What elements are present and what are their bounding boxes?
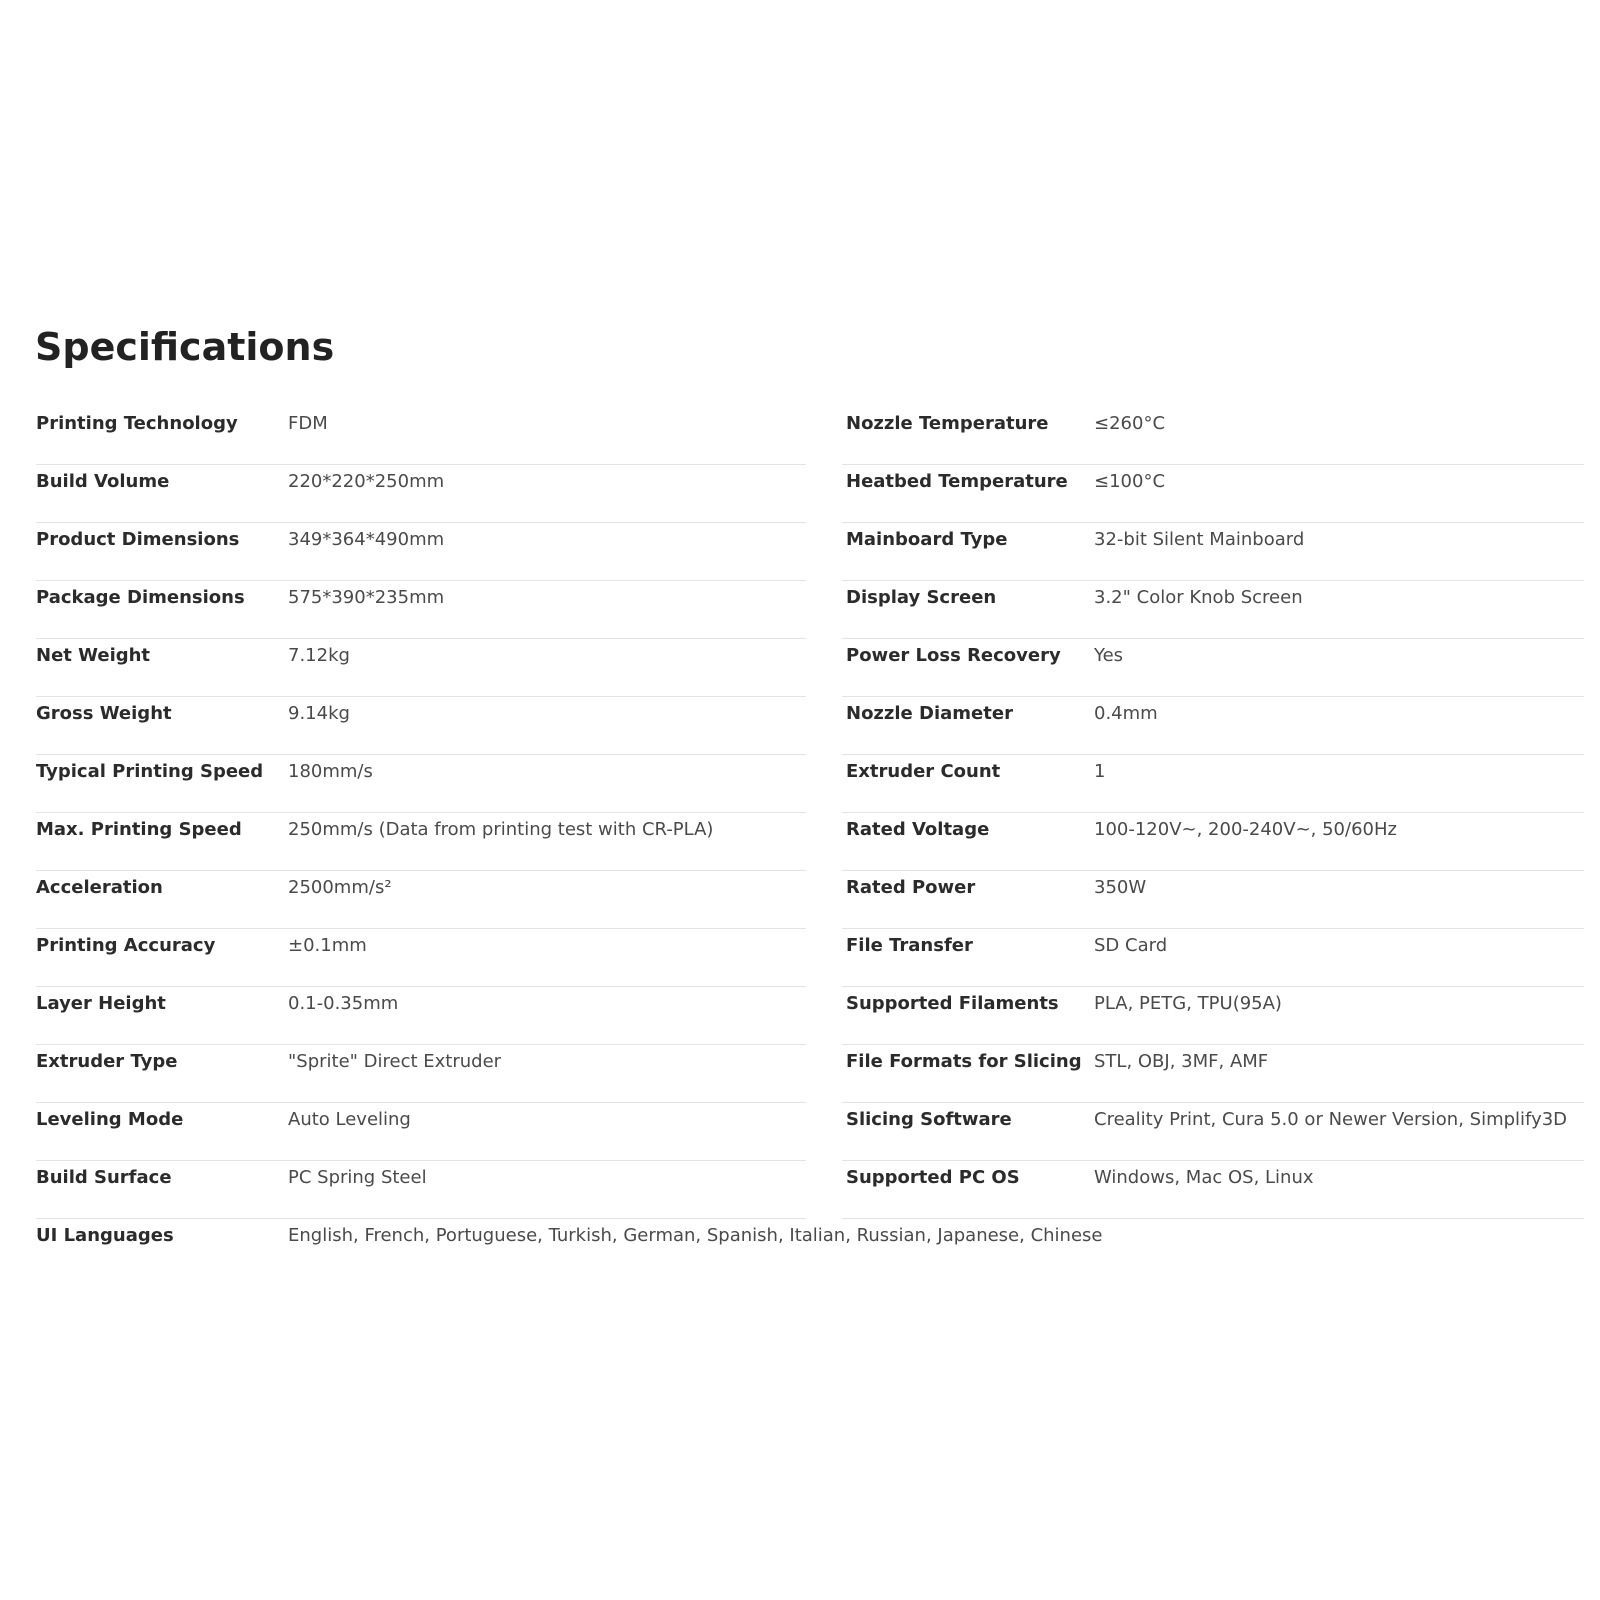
spec-value: 250mm/s (Data from printing test with CR-PLA) xyxy=(288,819,714,840)
spec-label: Extruder Type xyxy=(36,1051,178,1072)
spec-row xyxy=(36,871,1548,929)
spec-value: STL, OBJ, 3MF, AMF xyxy=(1094,1051,1269,1072)
spec-row xyxy=(36,407,1548,465)
spec-row xyxy=(36,929,1548,987)
spec-row xyxy=(36,523,1548,581)
spec-label: File Formats for Slicing xyxy=(846,1051,1082,1072)
spec-value: Auto Leveling xyxy=(288,1109,411,1130)
spec-label: Leveling Mode xyxy=(36,1109,184,1130)
spec-row xyxy=(36,755,1548,813)
spec-label: Nozzle Diameter xyxy=(846,703,1013,724)
spec-value: 3.2" Color Knob Screen xyxy=(1094,587,1303,608)
spec-value: 575*390*235mm xyxy=(288,587,445,608)
spec-value: 0.4mm xyxy=(1094,703,1158,724)
spec-value: 220*220*250mm xyxy=(288,471,445,492)
spec-row xyxy=(36,1161,1548,1219)
spec-label: Acceleration xyxy=(36,877,163,898)
spec-label: Extruder Count xyxy=(846,761,1001,782)
spec-label: Supported Filaments xyxy=(846,993,1059,1014)
spec-row xyxy=(36,987,1548,1045)
spec-value: PC Spring Steel xyxy=(288,1167,427,1188)
page-title: Specifications xyxy=(35,325,335,369)
spec-label: Rated Voltage xyxy=(846,819,990,840)
spec-value: English, French, Portuguese, Turkish, German, Spanish, Italian, Russian, Japanese, Chinese xyxy=(288,1225,1103,1246)
spec-label: UI Languages xyxy=(36,1225,174,1246)
spec-label: Layer Height xyxy=(36,993,166,1014)
spec-value: PLA, PETG, TPU(95A) xyxy=(1094,993,1282,1014)
spec-row xyxy=(36,581,1548,639)
spec-label: Package Dimensions xyxy=(36,587,245,608)
spec-value: "Sprite" Direct Extruder xyxy=(288,1051,502,1072)
spec-label: Net Weight xyxy=(36,645,151,666)
specifications-table xyxy=(36,407,1568,1277)
spec-label: Build Surface xyxy=(36,1167,172,1188)
spec-value: Yes xyxy=(1094,645,1124,666)
spec-value: 2500mm/s² xyxy=(288,877,392,898)
spec-value: 349*364*490mm xyxy=(288,529,445,550)
spec-value: 9.14kg xyxy=(288,703,350,724)
spec-value: 7.12kg xyxy=(288,645,350,666)
spec-label: Printing Technology xyxy=(36,413,238,434)
spec-value: Windows, Mac OS, Linux xyxy=(1094,1167,1314,1188)
spec-label: Typical Printing Speed xyxy=(36,761,264,782)
spec-row xyxy=(36,639,1548,697)
spec-label: Rated Power xyxy=(846,877,976,898)
spec-label: Slicing Software xyxy=(846,1109,1012,1130)
spec-value: 32-bit Silent Mainboard xyxy=(1094,529,1305,550)
spec-value: 350W xyxy=(1094,877,1147,898)
spec-row xyxy=(36,697,1548,755)
spec-label: Display Screen xyxy=(846,587,997,608)
spec-value: ±0.1mm xyxy=(288,935,367,956)
spec-row xyxy=(36,813,1548,871)
spec-value: 0.1-0.35mm xyxy=(288,993,399,1014)
spec-label: File Transfer xyxy=(846,935,973,956)
spec-value: 180mm/s xyxy=(288,761,373,782)
spec-value: ≤100°C xyxy=(1094,471,1166,492)
spec-label: Mainboard Type xyxy=(846,529,1008,550)
spec-row xyxy=(36,1103,1568,1161)
spec-row xyxy=(36,465,1548,523)
spec-value: Creality Print, Cura 5.0 or Newer Version, Simplify3D xyxy=(1094,1109,1568,1130)
spec-row-ui-languages xyxy=(36,1219,1548,1277)
spec-value: FDM xyxy=(288,413,328,434)
spec-label: Product Dimensions xyxy=(36,529,240,550)
spec-value: ≤260°C xyxy=(1094,413,1166,434)
spec-row xyxy=(36,1045,1548,1103)
spec-label: Printing Accuracy xyxy=(36,935,216,956)
spec-label: Power Loss Recovery xyxy=(846,645,1061,666)
spec-value: SD Card xyxy=(1094,935,1168,956)
spec-label: Build Volume xyxy=(36,471,170,492)
spec-label: Max. Printing Speed xyxy=(36,819,242,840)
spec-value: 100-120V~, 200-240V~, 50/60Hz xyxy=(1094,819,1397,840)
spec-label: Supported PC OS xyxy=(846,1167,1020,1188)
spec-label: Heatbed Temperature xyxy=(846,471,1068,492)
spec-label: Gross Weight xyxy=(36,703,172,724)
spec-value: 1 xyxy=(1094,761,1106,782)
spec-label: Nozzle Temperature xyxy=(846,413,1049,434)
